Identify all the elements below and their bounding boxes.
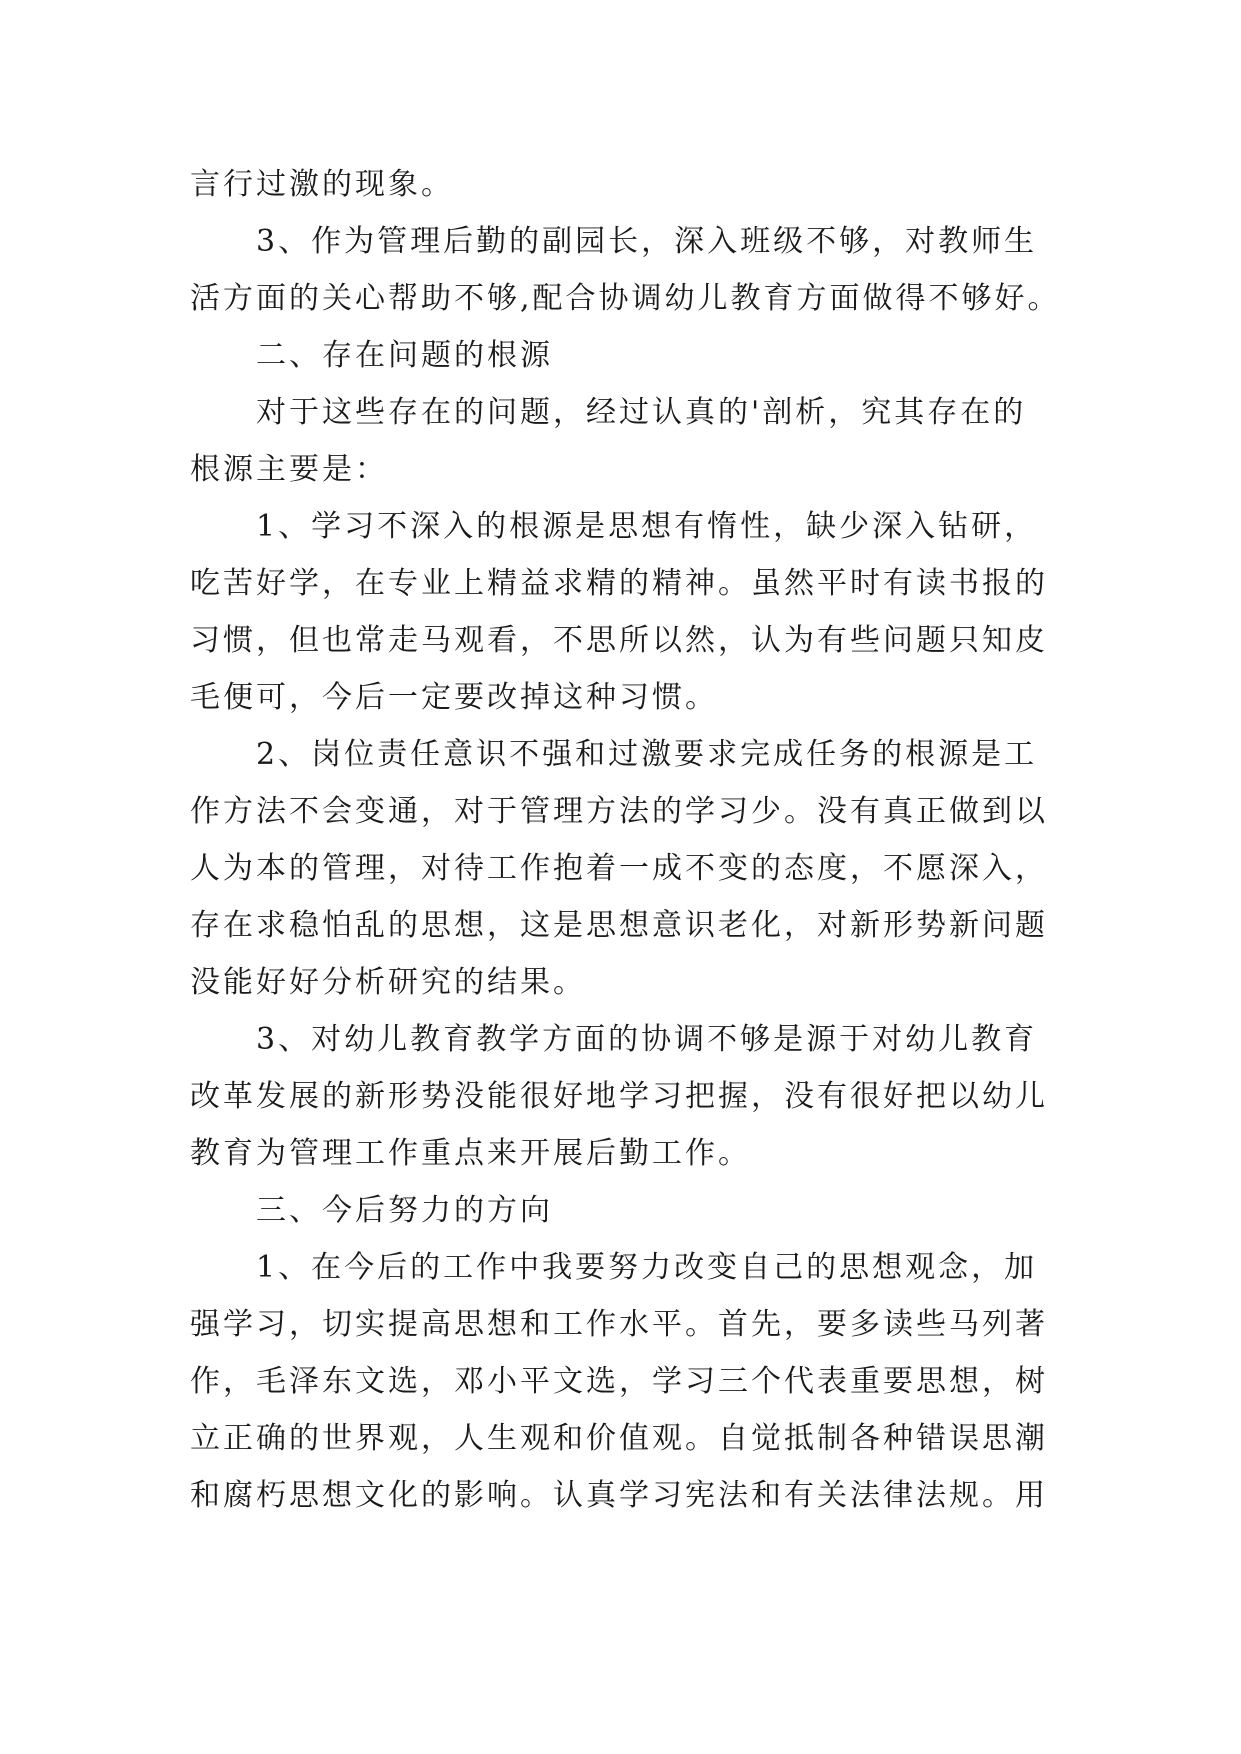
text-line-22: 作，毛泽东文选，邓小平文选，学习三个代表重要思想，树 xyxy=(190,1364,1048,1399)
section-heading-2: 二、存在问题的根源 xyxy=(190,338,553,373)
text-line-20: 1、在今后的工作中我要努力改变自己的思想观念，加 xyxy=(190,1250,1038,1285)
text-line-24: 和腐朽思想文化的影响。认真学习宪法和有关法律法规。用 xyxy=(190,1478,1048,1513)
text-line-8: 吃苦好学，在专业上精益求精的精神。虽然平时有读书报的 xyxy=(190,566,1048,601)
text-line-1: 言行过激的现象。 xyxy=(190,167,454,202)
text-line-9: 习惯，但也常走马观看，不思所以然，认为有些问题只知皮 xyxy=(190,623,1048,658)
text-line-7: 1、学习不深入的根源是思想有惰性，缺少深入钻研， xyxy=(190,509,1038,544)
text-line-10: 毛便可，今后一定要改掉这种习惯。 xyxy=(190,680,718,715)
text-line-2: 3、作为管理后勤的副园长，深入班级不够，对教师生 xyxy=(190,224,1038,259)
text-line-17: 改革发展的新形势没能很好地学习把握，没有很好把以幼儿 xyxy=(190,1079,1048,1114)
section-heading-3: 三、今后努力的方向 xyxy=(190,1193,553,1228)
text-line-15: 没能好好分析研究的结果。 xyxy=(190,965,586,1000)
text-line-13: 人为本的管理，对待工作抱着一成不变的态度，不愿深入， xyxy=(190,851,1048,886)
document-body xyxy=(190,156,1080,1524)
text-line-23: 立正确的世界观，人生观和价值观。自觉抵制各种错误思潮 xyxy=(190,1421,1048,1456)
text-line-3: 活方面的关心帮助不够,配合协调幼儿教育方面做得不够好。 xyxy=(190,281,1061,316)
text-line-18: 教育为管理工作重点来开展后勤工作。 xyxy=(190,1136,751,1171)
text-line-16: 3、对幼儿教育教学方面的协调不够是源于对幼儿教育 xyxy=(190,1022,1038,1057)
text-line-11: 2、岗位责任意识不强和过激要求完成任务的根源是工 xyxy=(190,737,1038,772)
text-line-6: 根源主要是： xyxy=(190,452,388,487)
text-line-21: 强学习，切实提高思想和工作水平。首先，要多读些马列著 xyxy=(190,1307,1048,1342)
text-line-12: 作方法不会变通，对于管理方法的学习少。没有真正做到以 xyxy=(190,794,1048,829)
text-line-5: 对于这些存在的问题，经过认真的'剖析，究其存在的 xyxy=(190,395,1027,430)
text-line-14: 存在求稳怕乱的思想，这是思想意识老化，对新形势新问题 xyxy=(190,908,1048,943)
